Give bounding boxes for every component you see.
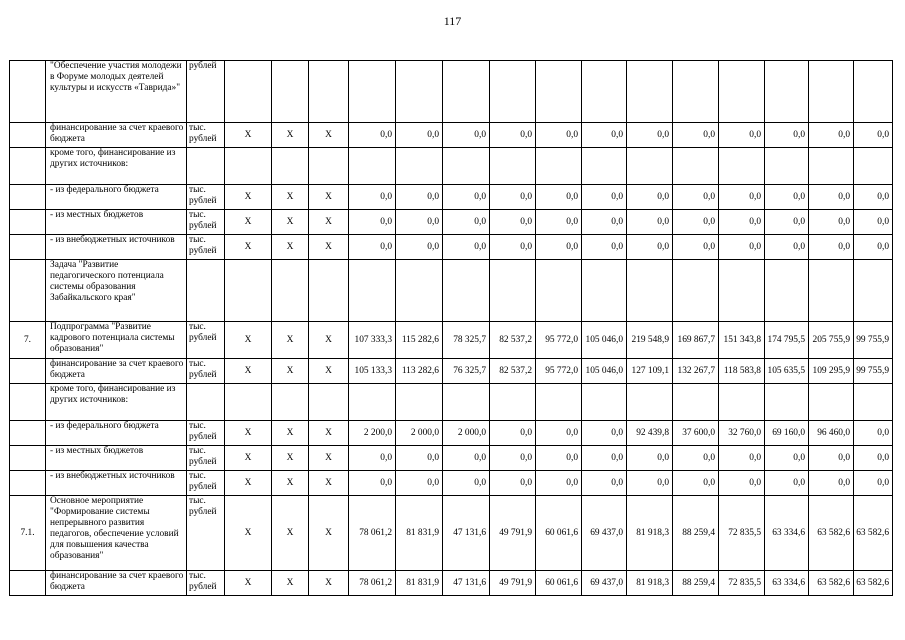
amount-cell: 0,0 [582, 185, 627, 210]
amount-cell [809, 260, 854, 322]
amount-cell: 0,0 [765, 123, 809, 148]
amount-cell: 78 325,7 [443, 322, 490, 359]
row-number-cell [10, 235, 46, 260]
amount-cell: 0,0 [719, 123, 765, 148]
amount-cell [809, 384, 854, 421]
amount-cell: 78 061,2 [349, 496, 396, 571]
amount-cell: 0,0 [396, 446, 443, 471]
amount-cell [765, 260, 809, 322]
amount-cell [490, 384, 536, 421]
table-row [10, 185, 893, 210]
amount-cell: 81 831,9 [396, 496, 443, 571]
amount-cell [396, 148, 443, 185]
amount-cell [536, 61, 582, 123]
amount-cell: 0,0 [765, 471, 809, 496]
amount-cell: 88 259,4 [673, 496, 719, 571]
table-row [10, 384, 893, 421]
mark-cell: X [225, 185, 272, 210]
amount-cell [854, 384, 893, 421]
unit-cell [187, 148, 225, 185]
table-row [10, 496, 893, 571]
row-number-cell [10, 260, 46, 322]
amount-cell [396, 61, 443, 123]
row-number-cell [10, 446, 46, 471]
amount-cell: 0,0 [349, 471, 396, 496]
amount-cell: 0,0 [582, 446, 627, 471]
amount-cell: 81 918,3 [627, 571, 673, 596]
amount-cell: 0,0 [443, 123, 490, 148]
amount-cell: 0,0 [582, 235, 627, 260]
row-number-cell [10, 359, 46, 384]
amount-cell: 60 061,6 [536, 496, 582, 571]
amount-cell: 0,0 [582, 421, 627, 446]
amount-cell: 0,0 [536, 123, 582, 148]
table-row [10, 571, 893, 596]
mark-cell: X [272, 185, 309, 210]
amount-cell: 0,0 [490, 471, 536, 496]
amount-cell [673, 61, 719, 123]
amount-cell: 96 460,0 [809, 421, 854, 446]
item-name-cell: - из федерального бюджета [46, 421, 187, 446]
amount-cell: 0,0 [673, 235, 719, 260]
row-number-cell: 7. [10, 322, 46, 359]
unit-cell: тыс. рублей [187, 210, 225, 235]
mark-cell: X [309, 571, 349, 596]
amount-cell: 0,0 [349, 210, 396, 235]
amount-cell: 0,0 [536, 421, 582, 446]
amount-cell: 0,0 [627, 123, 673, 148]
mark-cell: X [272, 496, 309, 571]
mark-cell: X [225, 359, 272, 384]
row-number-cell: 7.1. [10, 496, 46, 571]
amount-cell [627, 384, 673, 421]
amount-cell: 0,0 [490, 421, 536, 446]
amount-cell: 99 755,9 [854, 322, 893, 359]
amount-cell: 63 334,6 [765, 571, 809, 596]
amount-cell: 63 582,6 [809, 571, 854, 596]
amount-cell: 0,0 [765, 235, 809, 260]
amount-cell: 109 295,9 [809, 359, 854, 384]
amount-cell: 115 282,6 [396, 322, 443, 359]
amount-cell: 0,0 [490, 123, 536, 148]
amount-cell: 0,0 [396, 235, 443, 260]
amount-cell: 0,0 [627, 185, 673, 210]
amount-cell [443, 260, 490, 322]
amount-cell: 0,0 [809, 210, 854, 235]
table-row [10, 421, 893, 446]
mark-cell: X [272, 359, 309, 384]
mark-cell: X [309, 210, 349, 235]
amount-cell [490, 61, 536, 123]
amount-cell: 37 600,0 [673, 421, 719, 446]
unit-cell [187, 384, 225, 421]
amount-cell [396, 384, 443, 421]
amount-cell: 0,0 [809, 185, 854, 210]
amount-cell: 105 635,5 [765, 359, 809, 384]
unit-cell: тыс. рублей [187, 359, 225, 384]
row-number-cell [10, 384, 46, 421]
amount-cell [443, 384, 490, 421]
amount-cell: 0,0 [396, 123, 443, 148]
amount-cell: 0,0 [765, 210, 809, 235]
amount-cell: 105 046,0 [582, 322, 627, 359]
amount-cell [349, 61, 396, 123]
amount-cell: 95 772,0 [536, 359, 582, 384]
amount-cell: 0,0 [582, 210, 627, 235]
amount-cell: 169 867,7 [673, 322, 719, 359]
mark-cell: X [309, 185, 349, 210]
unit-cell: тыс. рублей [187, 322, 225, 359]
amount-cell: 0,0 [765, 446, 809, 471]
mark-cell: X [309, 123, 349, 148]
amount-cell [582, 61, 627, 123]
amount-cell: 0,0 [396, 185, 443, 210]
amount-cell [809, 61, 854, 123]
table-row [10, 61, 893, 123]
amount-cell: 0,0 [809, 235, 854, 260]
amount-cell: 127 109,1 [627, 359, 673, 384]
item-name-cell: - из федерального бюджета [46, 185, 187, 210]
amount-cell: 0,0 [536, 471, 582, 496]
amount-cell: 151 343,8 [719, 322, 765, 359]
row-number-cell [10, 471, 46, 496]
amount-cell [854, 148, 893, 185]
item-name-cell: Подпрограмма "Развитие кадрового потенциала системы образования" [46, 322, 187, 359]
amount-cell: 63 582,6 [854, 571, 893, 596]
amount-cell: 107 333,3 [349, 322, 396, 359]
amount-cell: 47 131,6 [443, 496, 490, 571]
mark-cell: X [309, 421, 349, 446]
amount-cell [443, 61, 490, 123]
amount-cell: 0,0 [854, 210, 893, 235]
unit-cell: тыс. рублей [187, 123, 225, 148]
item-name-cell: финансирование за счет краевого бюджета [46, 571, 187, 596]
unit-cell: тыс. рублей [187, 446, 225, 471]
amount-cell [349, 384, 396, 421]
amount-cell [765, 384, 809, 421]
amount-cell: 0,0 [536, 210, 582, 235]
amount-cell: 88 259,4 [673, 571, 719, 596]
amount-cell [809, 148, 854, 185]
table-row [10, 148, 893, 185]
amount-cell: 63 582,6 [809, 496, 854, 571]
mark-cell: X [225, 571, 272, 596]
amount-cell [536, 384, 582, 421]
mark-cell [225, 384, 272, 421]
page-number: 117 [443, 14, 462, 28]
item-name-cell: "Обеспечение участия молодежи в Форуме молодых деятелей культуры и искусств «Таврида»" [46, 61, 187, 123]
table-row [10, 322, 893, 359]
mark-cell: X [309, 446, 349, 471]
mark-cell: X [309, 471, 349, 496]
item-name-cell: кроме того, финансирование из других источников: [46, 384, 187, 421]
amount-cell [443, 148, 490, 185]
amount-cell: 0,0 [582, 123, 627, 148]
amount-cell [765, 61, 809, 123]
mark-cell [309, 384, 349, 421]
mark-cell [272, 148, 309, 185]
amount-cell: 219 548,9 [627, 322, 673, 359]
amount-cell: 69 437,0 [582, 496, 627, 571]
amount-cell [673, 148, 719, 185]
amount-cell: 78 061,2 [349, 571, 396, 596]
unit-cell: тыс. рублей [187, 235, 225, 260]
amount-cell [490, 148, 536, 185]
mark-cell [272, 260, 309, 322]
amount-cell: 0,0 [349, 185, 396, 210]
amount-cell: 0,0 [719, 235, 765, 260]
amount-cell: 0,0 [765, 185, 809, 210]
amount-cell: 0,0 [809, 471, 854, 496]
amount-cell [719, 148, 765, 185]
mark-cell: X [225, 496, 272, 571]
amount-cell: 0,0 [490, 235, 536, 260]
amount-cell: 69 437,0 [582, 571, 627, 596]
amount-cell: 0,0 [809, 123, 854, 148]
mark-cell: X [272, 322, 309, 359]
row-number-cell [10, 61, 46, 123]
amount-cell [673, 384, 719, 421]
amount-cell: 32 760,0 [719, 421, 765, 446]
amount-cell: 0,0 [673, 446, 719, 471]
budget-table [9, 60, 893, 596]
amount-cell [582, 260, 627, 322]
item-name-cell: финансирование за счет краевого бюджета [46, 359, 187, 384]
amount-cell: 0,0 [443, 210, 490, 235]
row-number-cell [10, 148, 46, 185]
amount-cell: 0,0 [854, 421, 893, 446]
amount-cell: 174 795,5 [765, 322, 809, 359]
amount-cell: 105 046,0 [582, 359, 627, 384]
amount-cell: 0,0 [854, 235, 893, 260]
item-name-cell: Основное мероприятие "Формирование системы непрерывного развития педагогов, обеспечение условий для повышения качества образования" [46, 496, 187, 571]
amount-cell: 0,0 [396, 471, 443, 496]
mark-cell: X [309, 322, 349, 359]
mark-cell: X [225, 421, 272, 446]
amount-cell [673, 260, 719, 322]
amount-cell: 0,0 [536, 235, 582, 260]
amount-cell: 0,0 [490, 185, 536, 210]
amount-cell [627, 61, 673, 123]
row-number-cell [10, 123, 46, 148]
amount-cell [396, 260, 443, 322]
mark-cell [309, 260, 349, 322]
unit-cell: тыс. рублей [187, 471, 225, 496]
amount-cell: 0,0 [443, 471, 490, 496]
amount-cell: 63 582,6 [854, 496, 893, 571]
amount-cell: 205 755,9 [809, 322, 854, 359]
table-row [10, 446, 893, 471]
amount-cell: 0,0 [854, 446, 893, 471]
amount-cell: 0,0 [349, 446, 396, 471]
amount-cell: 0,0 [396, 210, 443, 235]
amount-cell [627, 148, 673, 185]
table-row [10, 260, 893, 322]
mark-cell [272, 384, 309, 421]
amount-cell [582, 384, 627, 421]
amount-cell [349, 260, 396, 322]
amount-cell: 72 835,5 [719, 571, 765, 596]
mark-cell: X [225, 471, 272, 496]
mark-cell: X [272, 571, 309, 596]
item-name-cell: - из местных бюджетов [46, 446, 187, 471]
amount-cell: 0,0 [582, 471, 627, 496]
amount-cell: 63 334,6 [765, 496, 809, 571]
mark-cell: X [309, 235, 349, 260]
unit-cell: тыс. рублей [187, 421, 225, 446]
table-row [10, 210, 893, 235]
amount-cell [854, 260, 893, 322]
amount-cell [765, 148, 809, 185]
amount-cell: 0,0 [443, 185, 490, 210]
unit-cell: тыс. рублей [187, 185, 225, 210]
row-number-cell [10, 185, 46, 210]
mark-cell: X [272, 210, 309, 235]
mark-cell [225, 61, 272, 123]
amount-cell: 92 439,8 [627, 421, 673, 446]
item-name-cell: - из местных бюджетов [46, 210, 187, 235]
amount-cell: 105 133,3 [349, 359, 396, 384]
amount-cell [719, 260, 765, 322]
mark-cell: X [309, 496, 349, 571]
amount-cell: 0,0 [809, 446, 854, 471]
amount-cell: 81 831,9 [396, 571, 443, 596]
amount-cell: 99 755,9 [854, 359, 893, 384]
amount-cell: 82 537,2 [490, 322, 536, 359]
amount-cell [490, 260, 536, 322]
amount-cell [854, 61, 893, 123]
item-name-cell: - из внебюджетных источников [46, 471, 187, 496]
amount-cell: 0,0 [719, 446, 765, 471]
mark-cell: X [272, 471, 309, 496]
item-name-cell: финансирование за счет краевого бюджета [46, 123, 187, 148]
mark-cell [272, 61, 309, 123]
amount-cell: 47 131,6 [443, 571, 490, 596]
amount-cell: 0,0 [627, 471, 673, 496]
mark-cell: X [225, 235, 272, 260]
amount-cell: 0,0 [349, 123, 396, 148]
amount-cell: 60 061,6 [536, 571, 582, 596]
unit-cell [187, 260, 225, 322]
mark-cell [225, 260, 272, 322]
item-name-cell: Задача "Развитие педагогического потенциала системы образования Забайкальского края" [46, 260, 187, 322]
mark-cell: X [225, 123, 272, 148]
mark-cell: X [272, 421, 309, 446]
mark-cell: X [225, 446, 272, 471]
amount-cell: 0,0 [627, 235, 673, 260]
unit-cell: тыс. рублей [187, 496, 225, 571]
amount-cell: 2 000,0 [396, 421, 443, 446]
amount-cell [627, 260, 673, 322]
amount-cell: 0,0 [673, 471, 719, 496]
amount-cell: 0,0 [673, 123, 719, 148]
amount-cell: 0,0 [627, 210, 673, 235]
amount-cell: 0,0 [490, 446, 536, 471]
mark-cell: X [272, 123, 309, 148]
mark-cell: X [272, 235, 309, 260]
amount-cell: 82 537,2 [490, 359, 536, 384]
unit-cell: рублей [187, 61, 225, 123]
unit-cell: тыс. рублей [187, 571, 225, 596]
mark-cell: X [225, 322, 272, 359]
amount-cell: 2 200,0 [349, 421, 396, 446]
amount-cell [349, 148, 396, 185]
amount-cell [719, 61, 765, 123]
amount-cell: 0,0 [854, 185, 893, 210]
amount-cell: 49 791,9 [490, 571, 536, 596]
amount-cell: 0,0 [536, 185, 582, 210]
amount-cell: 0,0 [673, 210, 719, 235]
mark-cell [309, 148, 349, 185]
amount-cell: 0,0 [854, 471, 893, 496]
table-row [10, 235, 893, 260]
amount-cell [536, 260, 582, 322]
amount-cell: 69 160,0 [765, 421, 809, 446]
amount-cell: 132 267,7 [673, 359, 719, 384]
amount-cell: 113 282,6 [396, 359, 443, 384]
amount-cell: 118 583,8 [719, 359, 765, 384]
amount-cell: 0,0 [719, 210, 765, 235]
mark-cell [225, 148, 272, 185]
amount-cell [719, 384, 765, 421]
amount-cell: 0,0 [490, 210, 536, 235]
amount-cell: 0,0 [349, 235, 396, 260]
amount-cell: 0,0 [854, 123, 893, 148]
table-row [10, 359, 893, 384]
amount-cell: 49 791,9 [490, 496, 536, 571]
row-number-cell [10, 571, 46, 596]
amount-cell [582, 148, 627, 185]
amount-cell [536, 148, 582, 185]
amount-cell: 95 772,0 [536, 322, 582, 359]
table-row [10, 123, 893, 148]
row-number-cell [10, 210, 46, 235]
mark-cell [309, 61, 349, 123]
amount-cell: 81 918,3 [627, 496, 673, 571]
amount-cell: 0,0 [443, 235, 490, 260]
amount-cell: 0,0 [673, 185, 719, 210]
amount-cell: 0,0 [536, 446, 582, 471]
amount-cell: 0,0 [719, 185, 765, 210]
amount-cell: 0,0 [443, 446, 490, 471]
table-row [10, 471, 893, 496]
mark-cell: X [225, 210, 272, 235]
amount-cell: 0,0 [719, 471, 765, 496]
amount-cell: 0,0 [627, 446, 673, 471]
amount-cell: 76 325,7 [443, 359, 490, 384]
item-name-cell: - из внебюджетных источников [46, 235, 187, 260]
mark-cell: X [272, 446, 309, 471]
row-number-cell [10, 421, 46, 446]
amount-cell: 72 835,5 [719, 496, 765, 571]
amount-cell: 2 000,0 [443, 421, 490, 446]
item-name-cell: кроме того, финансирование из других источников: [46, 148, 187, 185]
mark-cell: X [309, 359, 349, 384]
